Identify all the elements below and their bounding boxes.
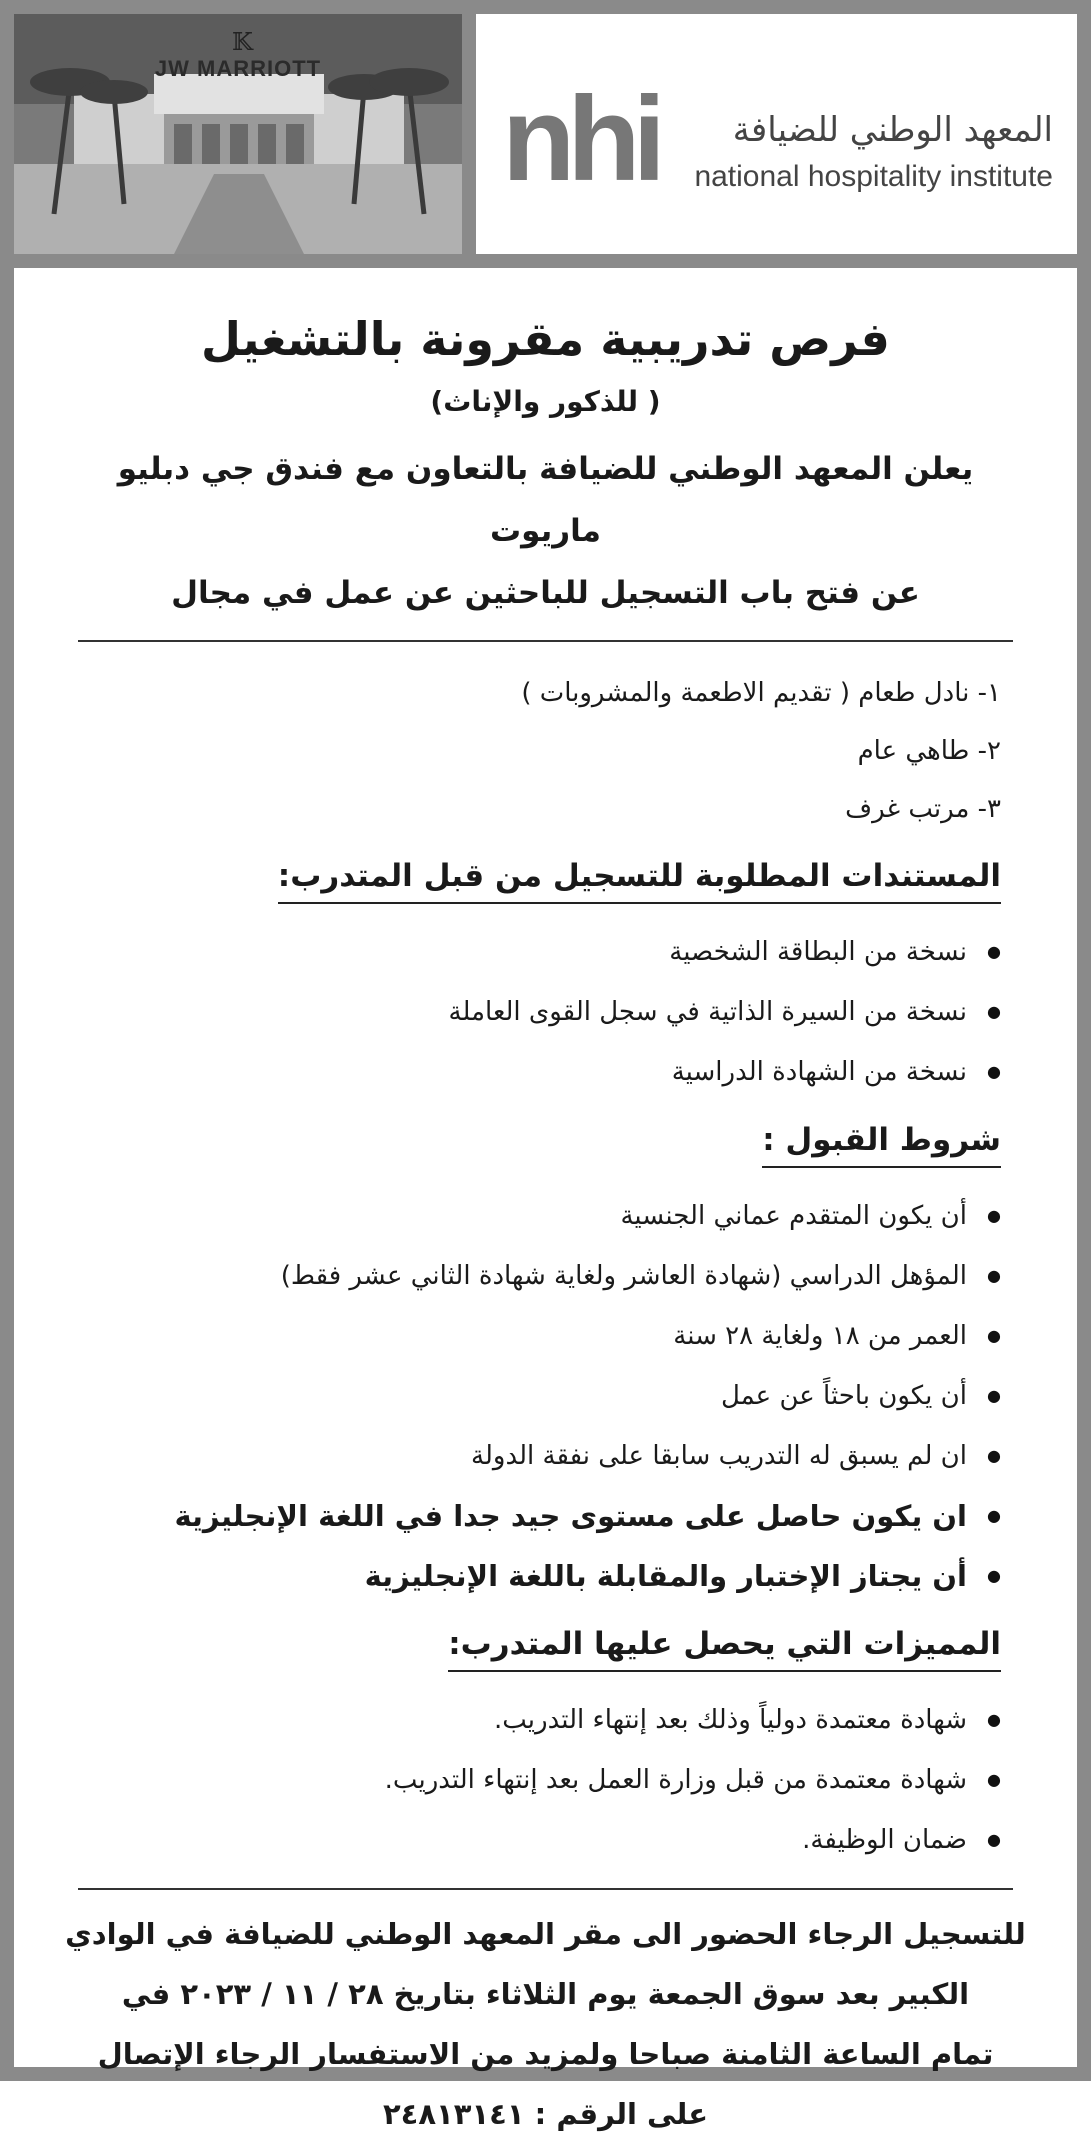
benefits-heading: المميزات التي يحصل عليها المتدرب: [448, 1620, 1001, 1672]
divider [78, 1888, 1013, 1890]
list-item: ● ان يكون حاصل على مستوى جيد جدا في اللغة الإنجليزية [58, 1486, 1001, 1546]
hotel-brand-name: JW MARRIOTT [154, 56, 322, 81]
list-item: ١- نادل طعام ( تقديم الاطعمة والمشروبات ) [521, 678, 1001, 708]
ad-body [58, 282, 1033, 2144]
registration-info [58, 1904, 1033, 2144]
list-item: ٢- طاهي عام [857, 736, 1001, 766]
announcement-text [58, 438, 1033, 624]
documents-list [58, 922, 1033, 1102]
list-item: ● نسخة من السيرة الذاتية في سجل القوى العاملة [58, 982, 1001, 1042]
list-item: ● شهادة معتمدة دولياً وذلك بعد إنتهاء التدريب. [58, 1690, 1001, 1750]
nhi-logo-mark: nhi [502, 72, 658, 206]
footer-line: للتسجيل الرجاء الحضور الى مقر المعهد الوطني للضيافة في الوادي [65, 1917, 1026, 1951]
footer-line: تمام الساعة الثامنة صباحا ولمزيد من الاستفسار الرجاء الإتصال [97, 2037, 994, 2071]
list-item: ● المؤهل الدراسي (شهادة العاشر ولغاية شهادة الثاني عشر فقط) [58, 1246, 1001, 1306]
contact-number: على الرقم : ٢٤٨١٣١٤١ [382, 2097, 709, 2131]
conditions-heading: شروط القبول : [762, 1116, 1001, 1168]
institute-logo [476, 14, 1077, 254]
benefits-list [58, 1690, 1033, 1870]
page-subtitle: ( للذكور والإناث) [430, 385, 661, 418]
footer-line: الكبير بعد سوق الجمعة يوم الثلاثاء بتاريخ ٢٨ / ١١ / ٢٠٢٣ في [121, 1977, 970, 2011]
list-item: ● ضمان الوظيفة. [58, 1810, 1001, 1870]
jobs-list [58, 664, 1033, 838]
divider [78, 640, 1013, 642]
hotel-logo-icon: 𝕂 [232, 28, 253, 56]
institute-name-english: national hospitality institute [694, 160, 1053, 193]
list-item: ● نسخة من الشهادة الدراسية [58, 1042, 1001, 1102]
header-banner [14, 14, 1077, 268]
institute-name-arabic: المعهد الوطني للضيافة [732, 110, 1053, 150]
list-item: ● شهادة معتمدة من قبل وزارة العمل بعد إنتهاء التدريب. [58, 1750, 1001, 1810]
announcement-line: يعلن المعهد الوطني للضيافة بالتعاون مع فندق جي دبليو ماريوت [117, 451, 974, 549]
list-item: ● أن يكون باحثاً عن عمل [58, 1366, 1001, 1426]
list-item: ٣- مرتب غرف [845, 794, 1001, 824]
page-title: فرص تدريبية مقرونة بالتشغيل [201, 312, 890, 366]
conditions-list [58, 1186, 1033, 1606]
list-item: ● ان لم يسبق له التدريب سابقا على نفقة الدولة [58, 1426, 1001, 1486]
hotel-photo [14, 14, 476, 254]
list-item: ● أن يكون المتقدم عماني الجنسية [58, 1186, 1001, 1246]
documents-heading: المستندات المطلوبة للتسجيل من قبل المتدرب: [278, 852, 1001, 904]
list-item: ● أن يجتاز الإختبار والمقابلة باللغة الإنجليزية [58, 1546, 1001, 1606]
list-item: ● العمر من ١٨ ولغاية ٢٨ سنة [58, 1306, 1001, 1366]
announcement-line: عن فتح باب التسجيل للباحثين عن عمل في مجال [171, 575, 920, 611]
list-item: ● نسخة من البطاقة الشخصية [58, 922, 1001, 982]
